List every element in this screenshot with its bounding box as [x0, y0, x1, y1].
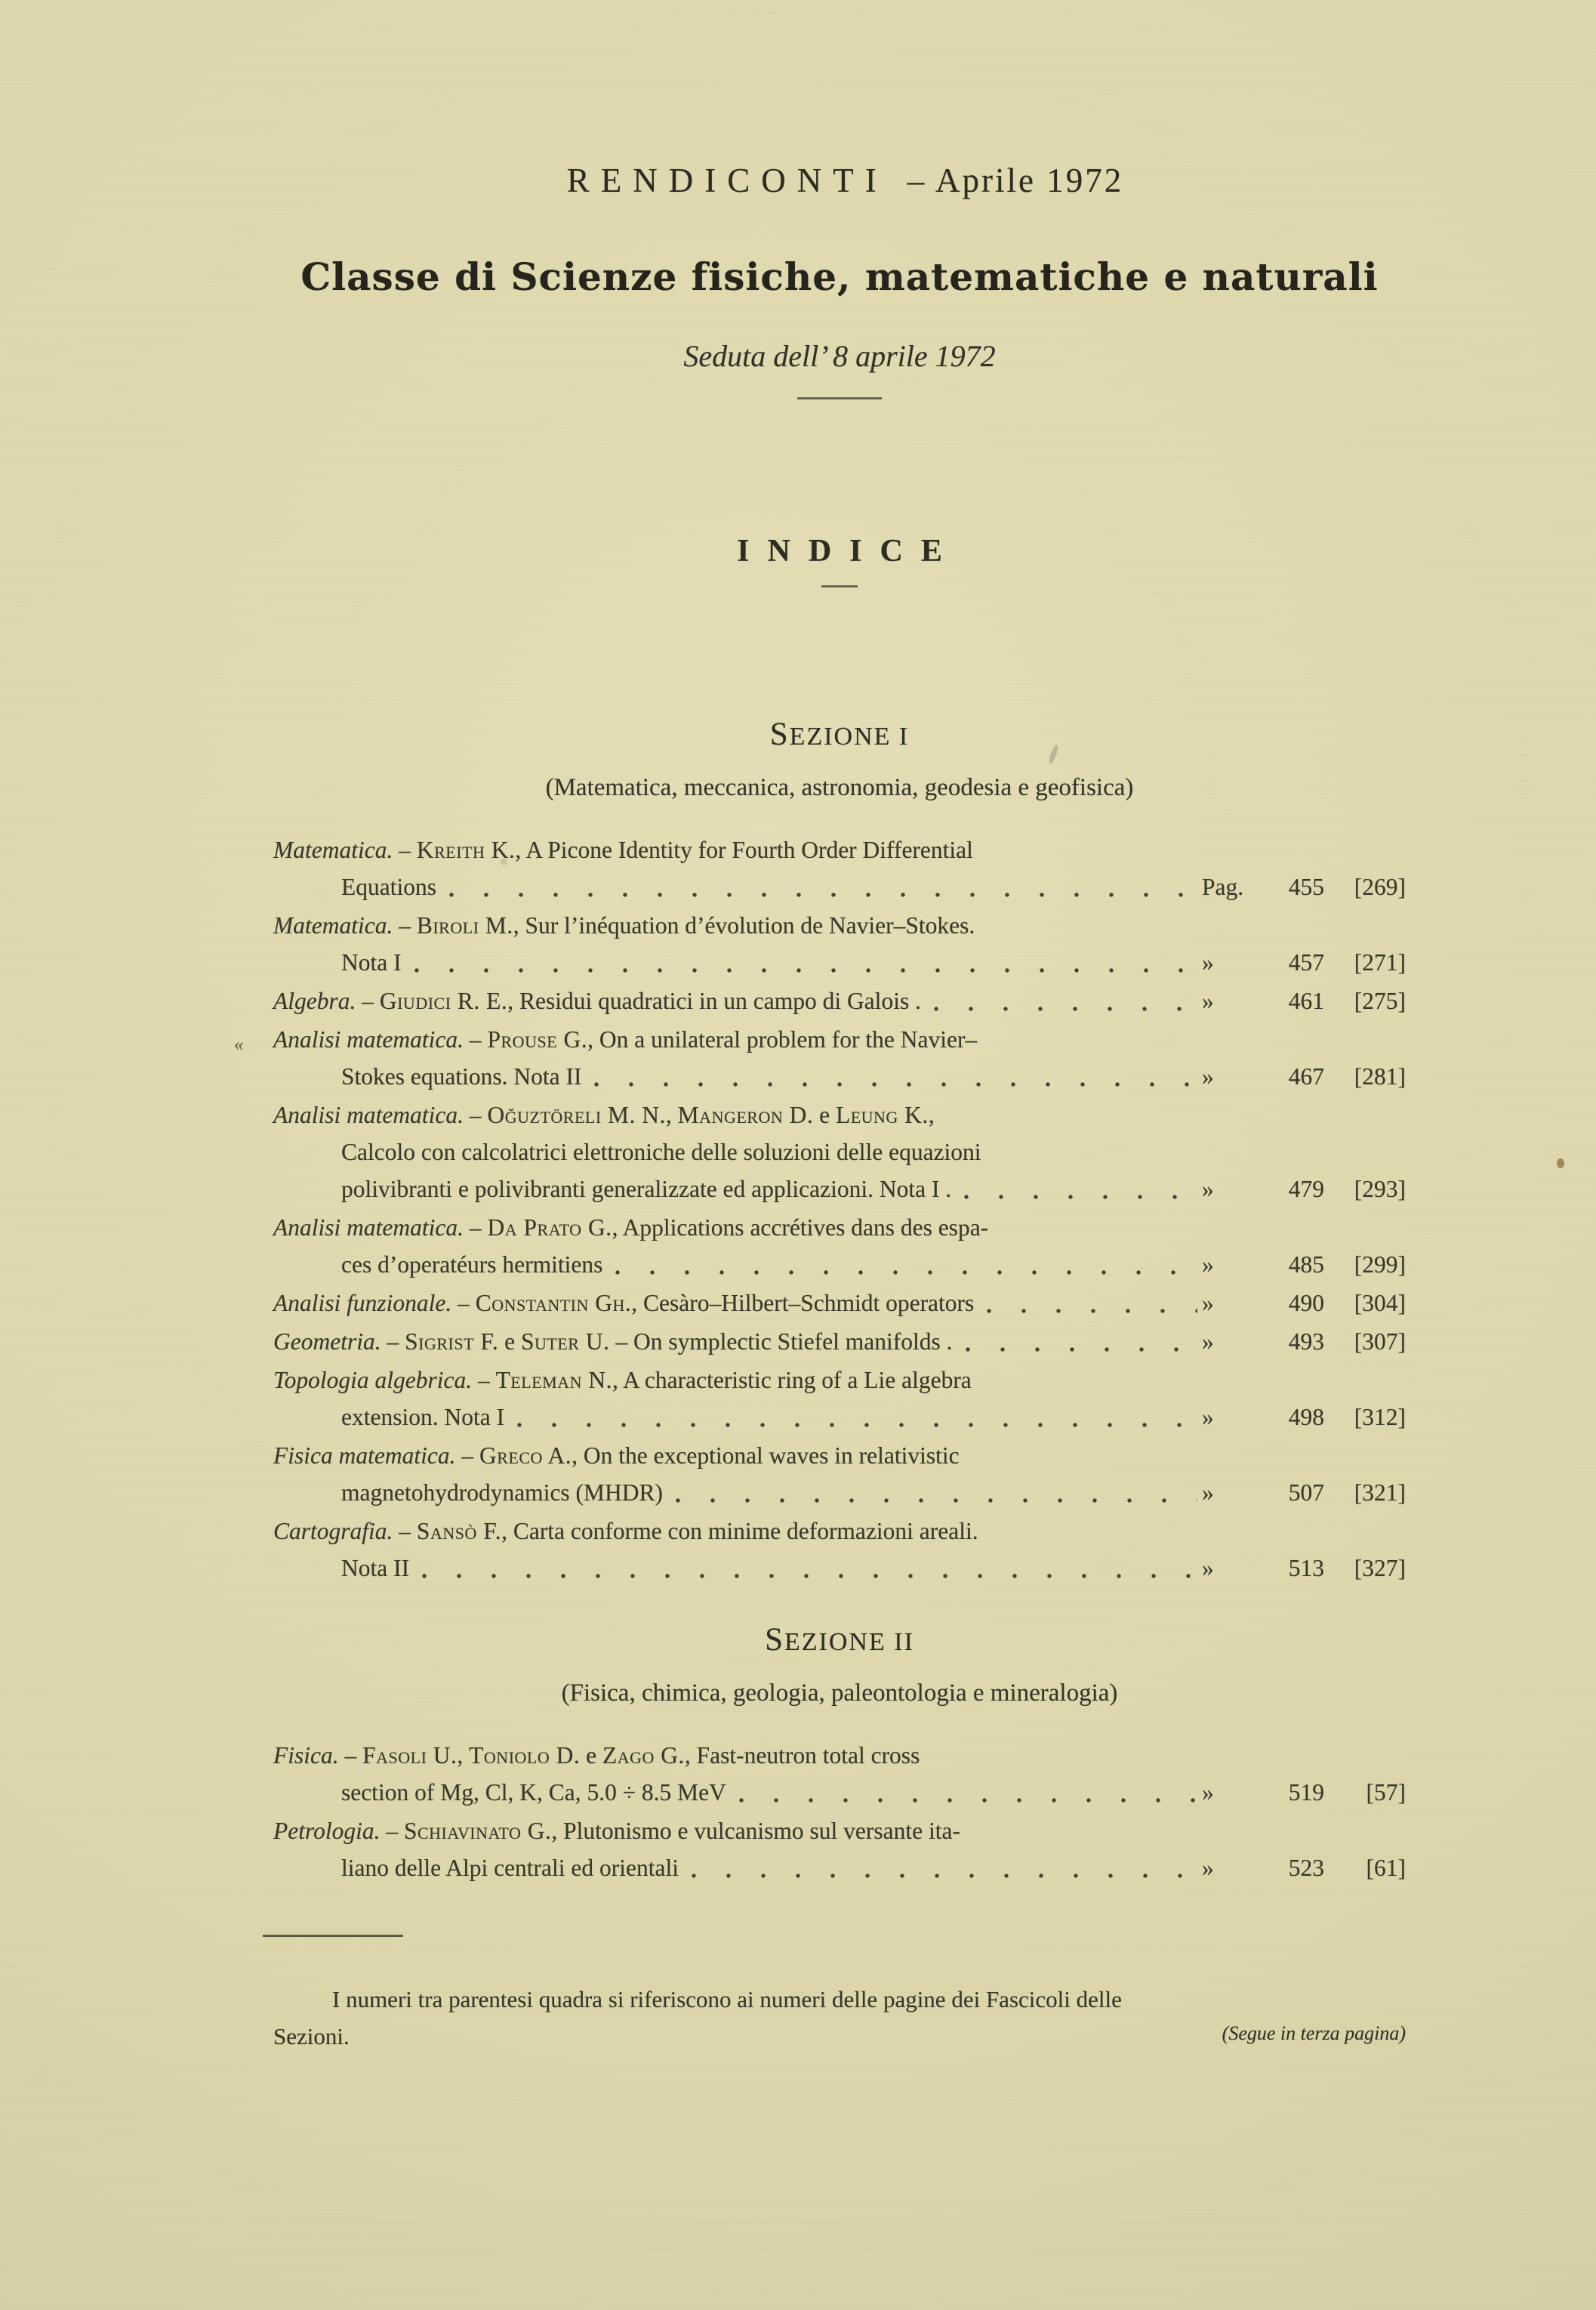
entry-line [341, 1550, 1406, 1587]
entry-text: , [665, 1102, 678, 1128]
page-number: 485 [1288, 1251, 1324, 1278]
page-number: 461 [1288, 988, 1324, 1014]
page-ref-label: » [1202, 1328, 1214, 1355]
entry-text: , Cesàro–Hilbert–Schmidt operators [631, 1290, 975, 1316]
entry-line [341, 1246, 1406, 1283]
end-rule [263, 1935, 403, 1937]
entry-category: Matematica. [273, 912, 393, 939]
page-ref-label: » [1202, 988, 1214, 1014]
entry-line [273, 1437, 1406, 1474]
entry-category: Analisi funzionale. [273, 1290, 452, 1316]
entry-text: – On symplectic Stiefel manifolds . [609, 1328, 953, 1355]
entry-author: Oğuztöreli M. N. [487, 1102, 666, 1128]
entry-author: Zago G. [602, 1742, 685, 1769]
entry-text: – [463, 1102, 488, 1128]
entry-line [273, 1021, 1406, 1058]
dot-leader [957, 1337, 1197, 1361]
entry-text: ces d’operatéurs hermitiens [341, 1251, 603, 1278]
entry-text: Nota I [341, 949, 402, 976]
entry-text: – [381, 1328, 405, 1355]
fascicle-page-number: [307] [1354, 1328, 1406, 1355]
entry-line [341, 1474, 1406, 1511]
section-subtitle: (Fisica, chimica, geologia, paleontologia e mineralogia) [561, 1679, 1118, 1707]
dot-leader [586, 1072, 1197, 1096]
entry-text: , On the exceptional waves in relativistic [572, 1442, 960, 1469]
page-number: 507 [1288, 1479, 1324, 1506]
fascicle-page-number: [312] [1354, 1404, 1406, 1430]
fascicle-page-number: [327] [1354, 1555, 1406, 1581]
continuation-note: (Segue in terza pagina) [1222, 2022, 1406, 2044]
entry-text: – [451, 1290, 476, 1316]
toc-section [233, 717, 1406, 1587]
page-ref-label: » [1202, 1251, 1214, 1278]
entry-text: , [928, 1102, 935, 1128]
entry-line [273, 1323, 1406, 1360]
entry-text: – [380, 1818, 404, 1844]
entry-category: Algebra. [273, 988, 356, 1014]
entry-line [273, 1513, 1406, 1550]
entry-line [341, 1774, 1406, 1811]
journal-title-issue: – Aprile 1972 [907, 162, 1124, 199]
page-number: 455 [1288, 874, 1324, 900]
fascicle-page-number: [293] [1354, 1176, 1406, 1202]
entry-text: – [463, 1026, 488, 1053]
entry-text: magnetohydrodynamics (MHDR) [341, 1479, 664, 1506]
entry-author: Da Prato G. [487, 1214, 612, 1241]
page-number: 493 [1288, 1328, 1324, 1355]
section-title: SEZIONE II [765, 1622, 914, 1658]
dot-leader [406, 958, 1197, 982]
page-ref-label: » [1202, 1479, 1214, 1506]
session-line: Seduta dell’ 8 aprile 1972 [683, 339, 996, 373]
fascicle-page-number: [275] [1354, 988, 1406, 1014]
dot-leader [607, 1260, 1197, 1284]
page-ref-label: » [1202, 1555, 1214, 1581]
fascicle-page-number: [321] [1354, 1479, 1406, 1506]
dot-leader [956, 1184, 1197, 1208]
margin-annotation-mark: « [233, 1032, 245, 1056]
entry-line [273, 1362, 1406, 1399]
dot-leader [667, 1488, 1197, 1512]
entry-text: e [498, 1328, 521, 1355]
entry-line [341, 1170, 1406, 1207]
toc-entry [273, 1285, 1406, 1322]
toc-entry [273, 907, 1406, 981]
entry-text: , Fast-neutron total cross [684, 1742, 920, 1769]
fascicle-page-number: [304] [1354, 1290, 1406, 1316]
entry-author: Suter U. [521, 1328, 610, 1355]
entry-category: Analisi matematica. [273, 1102, 464, 1128]
page-ref-label: » [1202, 1176, 1214, 1202]
entry-category: Fisica matematica. [273, 1442, 456, 1469]
entry-text: section of Mg, Cl, K, Ca, 5.0 ÷ 8.5 MeV [341, 1779, 726, 1806]
entry-line [273, 831, 1406, 868]
entry-text: Stokes equations. Nota II [341, 1063, 582, 1090]
entry-text: – [393, 837, 417, 863]
toc-entry [273, 1096, 1406, 1207]
page-number: 467 [1288, 1063, 1324, 1090]
entry-text: – [463, 1214, 488, 1241]
entry-line [273, 1209, 1406, 1246]
entry-author: Toniolo D. [469, 1742, 581, 1769]
index-heading: INDICE [737, 534, 960, 569]
section-subtitle: (Matematica, meccanica, astronomia, geodesia e geofisica) [545, 774, 1134, 801]
journal-title [273, 160, 1406, 201]
toc-entry [273, 1513, 1406, 1587]
entry-author: Teleman N. [495, 1367, 613, 1393]
toc-entry [273, 1437, 1406, 1511]
entry-line [273, 1737, 1406, 1774]
entry-list [233, 831, 1406, 1587]
entry-text: e [580, 1742, 602, 1769]
toc-entry [273, 982, 1406, 1019]
fascicle-page-number: [57] [1366, 1779, 1406, 1806]
entry-text: Nota II [341, 1555, 410, 1581]
fascicle-page-number: [299] [1354, 1251, 1406, 1278]
toc-entry [233, 1021, 1406, 1095]
entry-text: – [338, 1742, 363, 1769]
entry-author: Fasoli U. [362, 1742, 458, 1769]
entry-author: Biroli M. [416, 912, 513, 939]
page-number: 479 [1288, 1176, 1324, 1202]
entry-list [273, 1737, 1406, 1886]
entry-author: Mangeron D. [677, 1102, 814, 1128]
entry-author: Giudici R. E. [379, 988, 508, 1014]
entry-line [273, 1285, 1406, 1322]
toc-entry [273, 1209, 1406, 1283]
entry-line [341, 1058, 1406, 1095]
entry-text: liano delle Alpi centrali ed orientali [341, 1855, 679, 1881]
footnote [273, 1981, 1406, 2055]
entry-author: Greco A. [479, 1442, 572, 1469]
entry-text: , On a unilateral problem for the Navier– [587, 1026, 978, 1053]
entry-text: , Sur l’inéquation d’évolution de Navier–Stokes. [513, 912, 975, 939]
entry-author: Constantin Gh. [475, 1290, 632, 1316]
page-number: 519 [1288, 1779, 1324, 1806]
page-ref-label: » [1202, 1063, 1214, 1090]
entry-text: – [455, 1442, 479, 1469]
entry-text: – [393, 912, 417, 939]
fascicle-page-number: [61] [1366, 1855, 1406, 1881]
entry-text: polivibranti e polivibranti generalizzate ed applicazioni. Nota I . [341, 1176, 952, 1202]
footnote-line: I numeri tra parentesi quadra si riferiscono ai numeri delle pagine dei Fascicoli delle [332, 1986, 1122, 2012]
page-number: 498 [1288, 1404, 1324, 1430]
entry-category: Geometria. [273, 1328, 381, 1355]
dot-leader [683, 1863, 1197, 1887]
entry-category: Petrologia. [273, 1818, 381, 1844]
dot-leader [509, 1412, 1197, 1436]
entry-line [273, 1812, 1406, 1849]
entry-line [273, 1096, 1406, 1133]
toc-entry [273, 831, 1406, 905]
entry-line [341, 1133, 1406, 1170]
entry-text: , Residui quadratici in un campo di Galois . [507, 988, 921, 1014]
entry-line [341, 868, 1406, 905]
toc-entry [273, 1812, 1406, 1886]
page-ref-label: » [1202, 1779, 1214, 1806]
entry-text: Equations [341, 874, 436, 900]
entry-line [273, 982, 1406, 1019]
page-ref-label: Pag. [1202, 874, 1244, 900]
page-number: 523 [1288, 1855, 1324, 1881]
entry-text: , Applications accrétives dans des espa- [612, 1214, 989, 1241]
entry-line [341, 1399, 1406, 1436]
entry-category: Topologia algebrica. [273, 1367, 473, 1393]
entry-text: – [356, 988, 380, 1014]
divider-dash [821, 585, 858, 588]
toc-entry [273, 1362, 1406, 1436]
entry-category: Matematica. [273, 837, 393, 863]
entry-author: Schiavinato G. [403, 1818, 552, 1844]
toc-section [273, 1623, 1406, 1886]
dot-leader [978, 1298, 1197, 1322]
page-number: 513 [1288, 1555, 1324, 1581]
dot-leader [731, 1787, 1197, 1812]
page-number: 490 [1288, 1290, 1324, 1316]
entry-line [341, 944, 1406, 981]
page-number: 457 [1288, 949, 1324, 976]
toc-entry [273, 1323, 1406, 1360]
entry-text: – [393, 1518, 417, 1544]
entry-text: e [813, 1102, 836, 1128]
entry-author: Leung K. [835, 1102, 929, 1128]
divider-rule [797, 397, 882, 399]
entry-author: Prouse G. [487, 1026, 588, 1053]
entry-text: , [457, 1742, 470, 1769]
section-title: SEZIONE I [769, 717, 910, 752]
journal-title-main: RENDICONTI [566, 162, 888, 199]
page-ref-label: » [1202, 949, 1214, 976]
footnote-line [273, 2018, 1406, 2055]
entry-text: , A characteristic ring of a Lie algebra [612, 1367, 972, 1393]
entry-category: Analisi matematica. [273, 1214, 464, 1241]
entry-author: Sigrist F. [405, 1328, 499, 1355]
entry-author: Sansò F. [416, 1518, 502, 1544]
fascicle-page-number: [281] [1354, 1063, 1406, 1090]
entry-line [341, 1849, 1406, 1886]
entry-text: , Plutonismo e vulcanismo sul versante ita- [551, 1818, 960, 1844]
dot-leader [926, 996, 1197, 1020]
entry-category: Analisi matematica. [273, 1026, 464, 1053]
entry-category: Fisica. [273, 1742, 339, 1769]
dot-leader [441, 882, 1197, 906]
entry-text: – [472, 1367, 496, 1393]
entry-text: , A Picone Identity for Fourth Order Differential [515, 837, 973, 863]
entry-text: extension. Nota I [341, 1404, 505, 1430]
entry-text: , Carta conforme con minime deformazioni areali. [501, 1518, 978, 1544]
table-of-contents [233, 717, 1406, 1886]
page-ref-label: » [1202, 1290, 1214, 1316]
dot-leader [414, 1563, 1197, 1587]
footnote-line-end: Sezioni. [273, 2023, 350, 2049]
class-title: Classe di Scienze fisiche, matematiche e naturali [300, 254, 1379, 299]
page-ref-label: » [1202, 1855, 1214, 1881]
toc-entry [273, 1737, 1406, 1811]
page-ref-label: » [1202, 1404, 1214, 1430]
fascicle-page-number: [271] [1354, 949, 1406, 976]
entry-author: Kreith K. [416, 837, 516, 863]
entry-line [273, 907, 1406, 944]
entry-text: Calcolo con calcolatrici elettroniche delle soluzioni delle equazioni [341, 1139, 981, 1165]
fascicle-page-number: [269] [1354, 874, 1406, 900]
entry-category: Cartografia. [273, 1518, 393, 1544]
